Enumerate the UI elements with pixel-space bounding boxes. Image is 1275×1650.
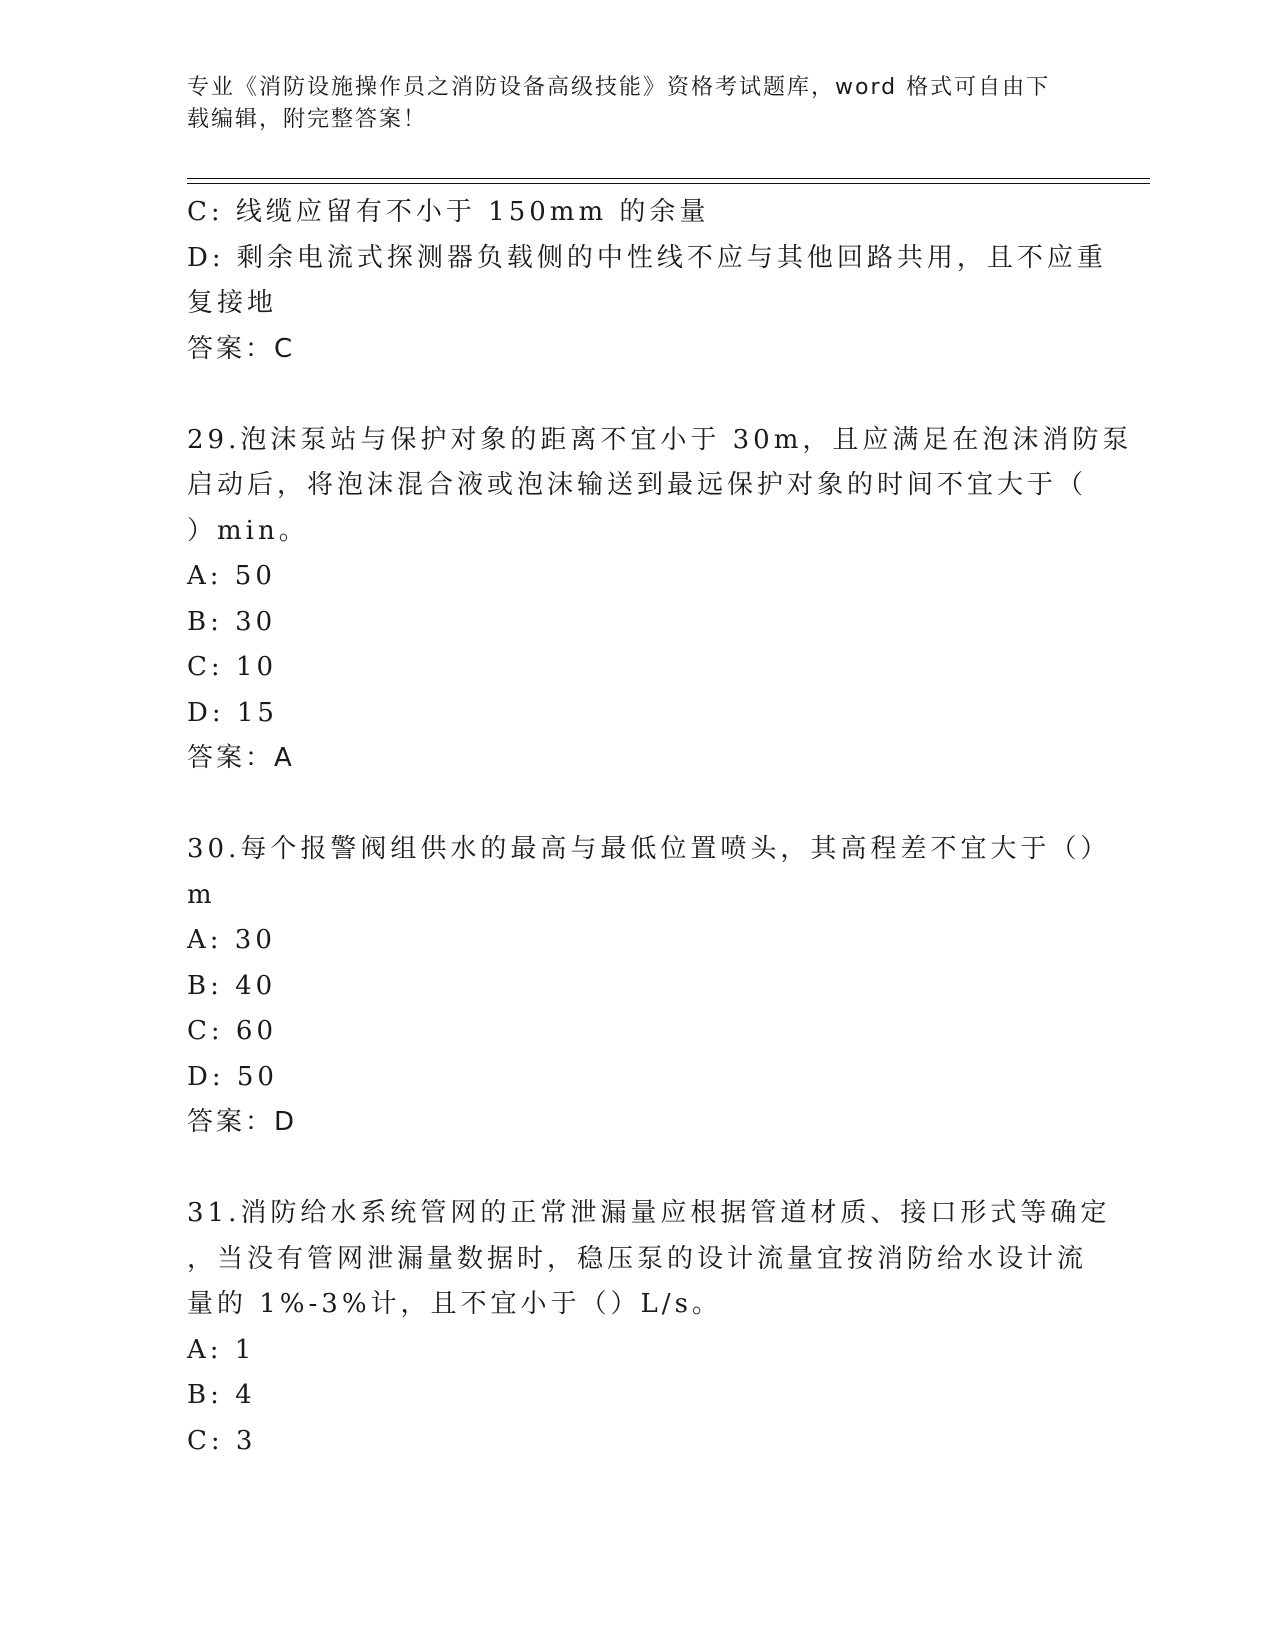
prev-question (187, 190, 1107, 372)
header-divider-bottom (187, 183, 1150, 184)
option-c: C: 10 (187, 652, 278, 682)
option-d-line-2: 复接地 (187, 288, 278, 318)
question-stem-line-3: ）min。 (187, 515, 309, 546)
question-stem-line-3: 量的 1%-3%计，且不宜小于（）L/s。 (187, 1289, 722, 1319)
header-divider-top (187, 178, 1150, 179)
document-content (187, 190, 1133, 1464)
question-stem-line-2: 启动后，将泡沫混合液或泡沫输送到最远保护对象的时间不宜大于（ (187, 470, 1088, 500)
option-d: D: 50 (187, 1061, 278, 1092)
option-c: C: 60 (187, 1016, 278, 1046)
header-line-1: 专业《消防设施操作员之消防设备高级技能》资格考试题库，word 格式可自由下 (187, 75, 1051, 100)
question-stem-line-1: 31.消防给水系统管网的正常泄漏量应根据管道材质、接口形式等确定 (187, 1198, 1111, 1228)
question-29 (187, 418, 1133, 782)
option-a: A: 30 (187, 925, 276, 955)
question-stem-line-2: m (187, 879, 216, 910)
question-30 (187, 827, 1111, 1146)
document-header (187, 72, 1067, 136)
option-c: C: 线缆应留有不小于 150mm 的余量 (187, 197, 710, 227)
question-stem-line-1: 30.每个报警阀组供水的最高与最低位置喷头，其高程差不宜大于（） (187, 834, 1111, 864)
header-line-2: 载编辑，附完整答案！ (187, 107, 428, 132)
option-b: B: 4 (187, 1380, 256, 1410)
answer: 答案：D (187, 1107, 298, 1137)
question-stem-line-2: ，当没有管网泄漏量数据时，稳压泵的设计流量宜按消防给水设计流 (187, 1243, 1088, 1274)
option-a: A: 50 (187, 561, 276, 591)
option-a: A: 1 (187, 1334, 256, 1365)
question-stem-line-1: 29.泡沫泵站与保护对象的距离不宜小于 30m，且应满足在泡沫消防泵 (187, 424, 1133, 455)
question-31 (187, 1191, 1111, 1464)
option-b: B: 30 (187, 606, 277, 637)
option-d: D: 15 (187, 697, 278, 728)
answer: 答案：C (187, 333, 296, 364)
option-c: C: 3 (187, 1425, 257, 1456)
option-d-line-1: D: 剩余电流式探测器负载侧的中性线不应与其他回路共用，且不应重 (187, 242, 1107, 273)
answer: 答案：A (187, 743, 295, 773)
option-b: B: 40 (187, 970, 277, 1001)
